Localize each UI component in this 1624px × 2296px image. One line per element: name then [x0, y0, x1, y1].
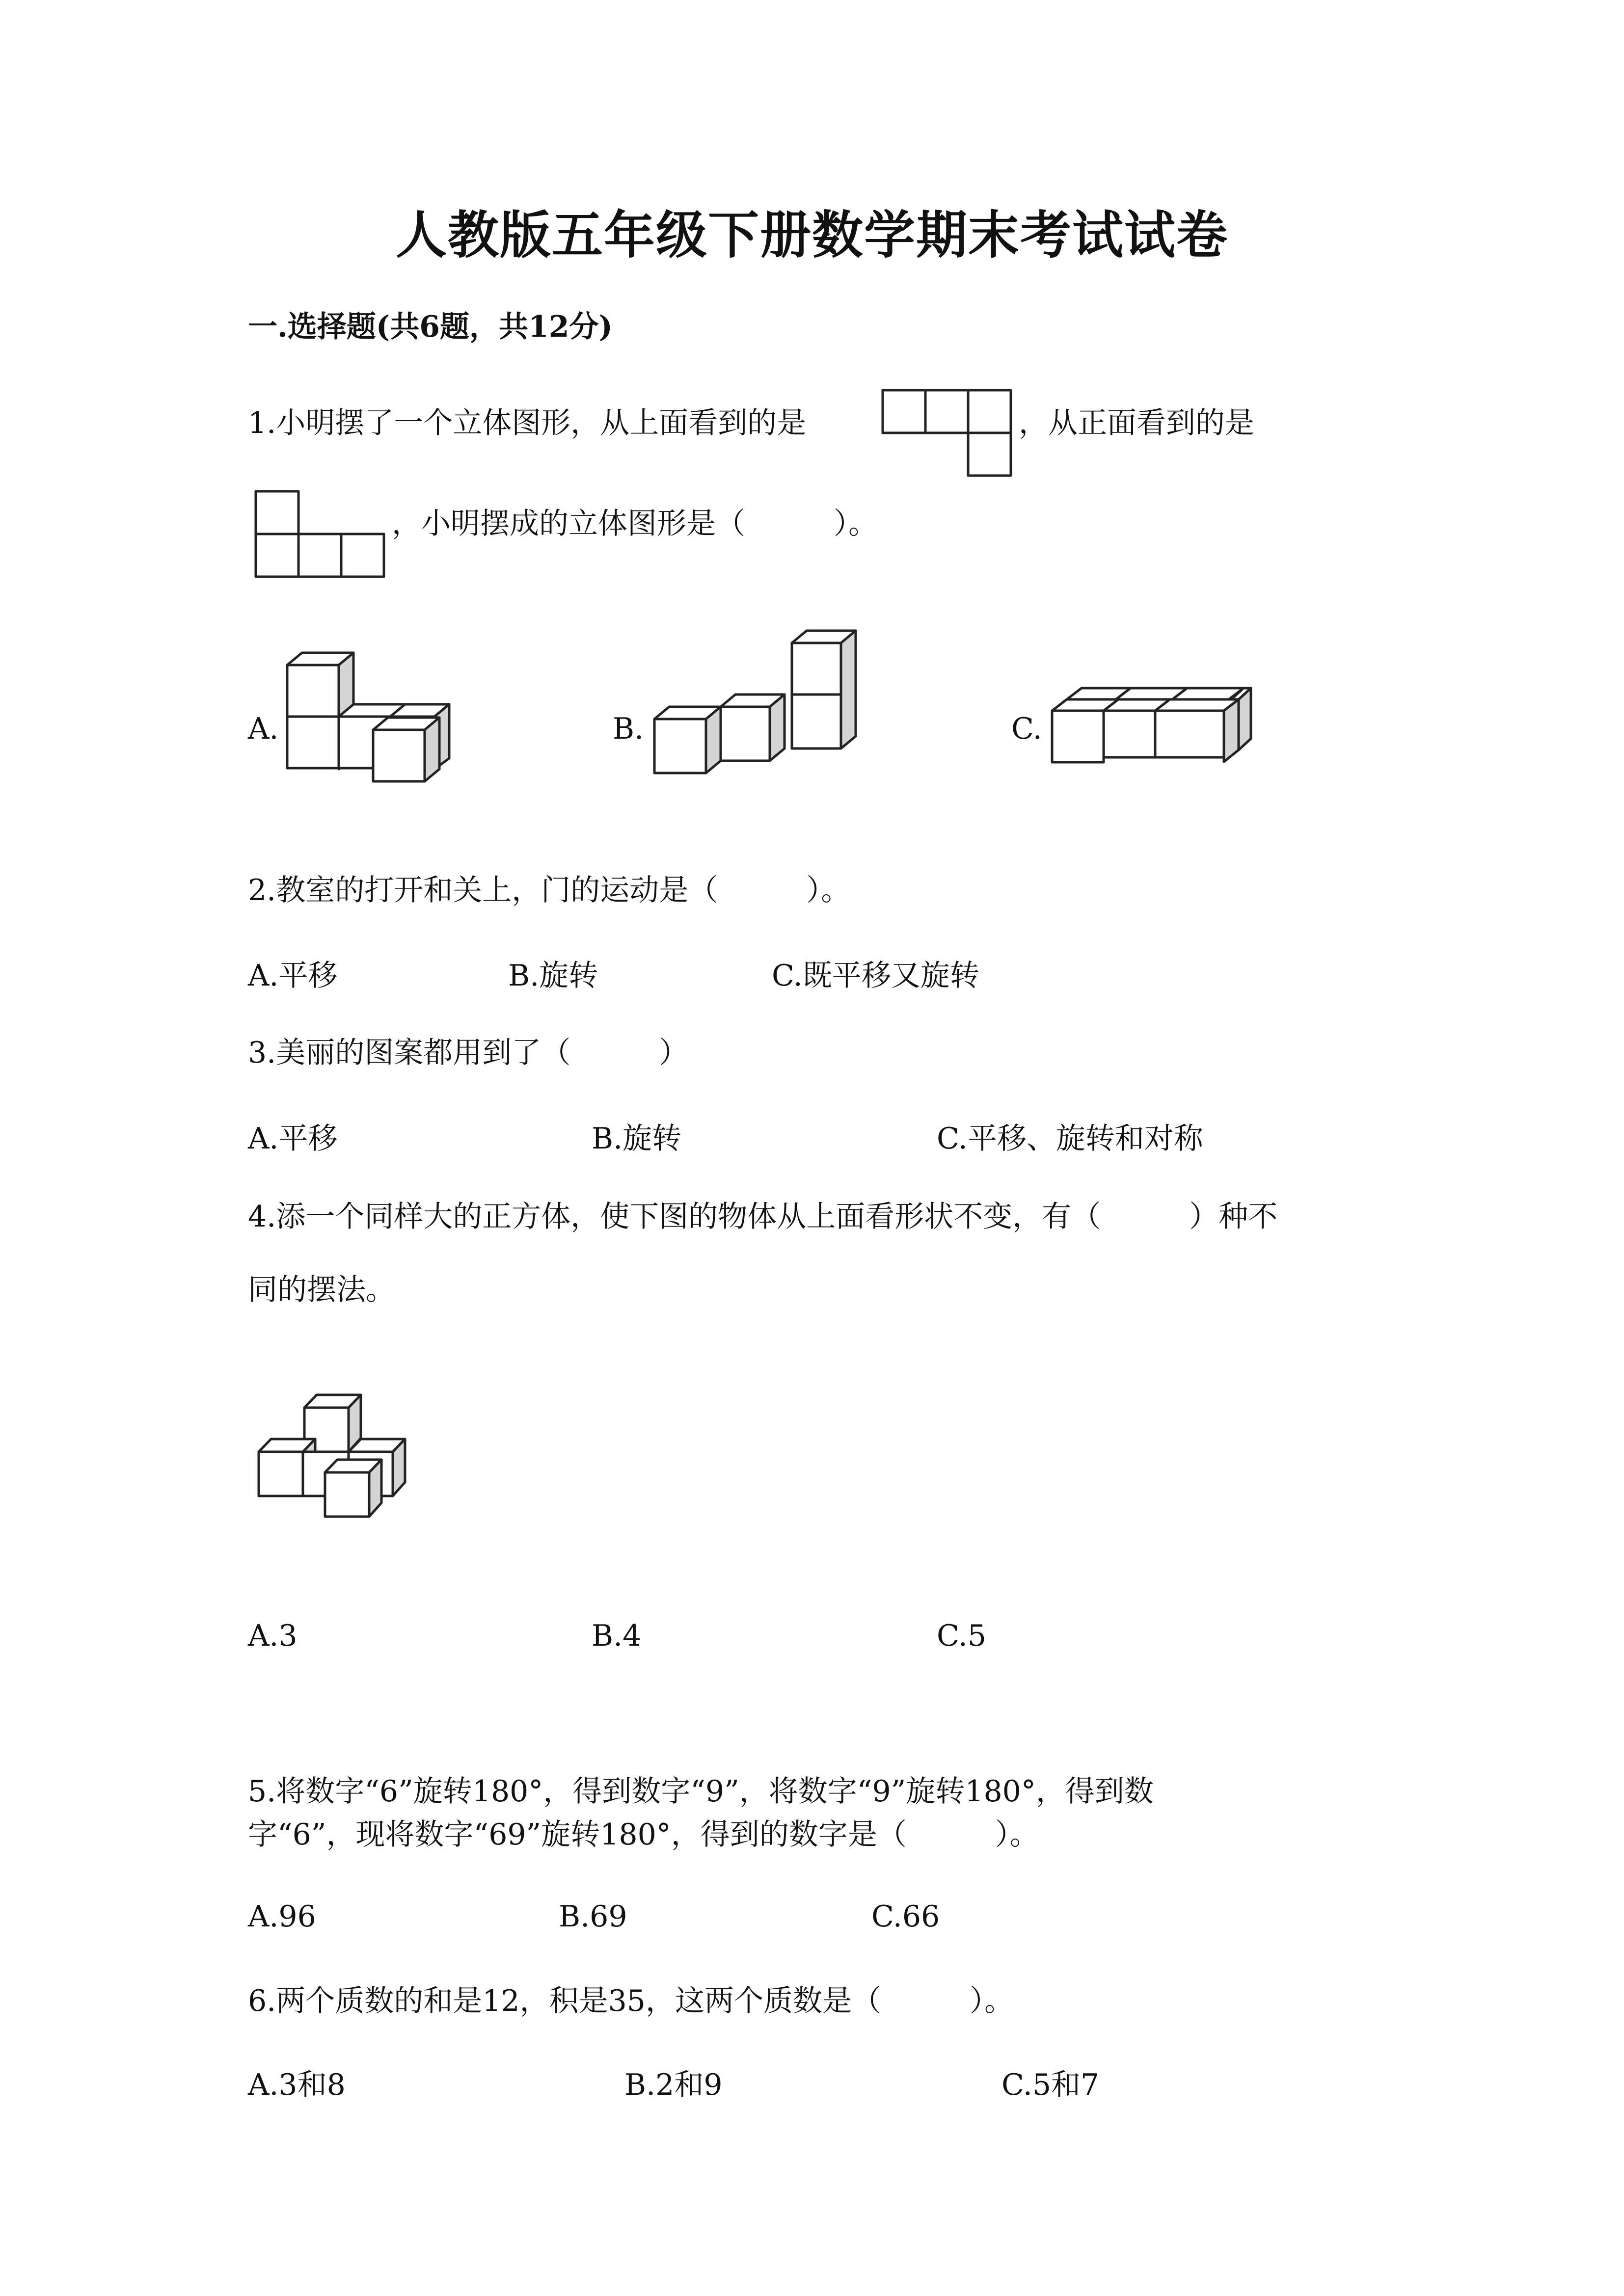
q2-option-c[interactable]: C.既平移又旋转: [772, 959, 979, 993]
q1-option-a[interactable]: A.: [248, 712, 279, 746]
q1-option-c-cubes: [1050, 677, 1266, 785]
q3-option-a[interactable]: A.平移: [248, 1121, 338, 1156]
q2-option-a[interactable]: A.平移: [248, 959, 338, 993]
page-title: 人教版五年级下册数学期末考试试卷: [395, 205, 1228, 265]
q3-option-c[interactable]: C.平移、旋转和对称: [937, 1121, 1203, 1156]
q3-option-b[interactable]: B.旋转: [592, 1121, 682, 1156]
question-6-text: 6.两个质数的和是12，积是35，这两个质数是（ ）。: [248, 1984, 1014, 2018]
q6-option-b[interactable]: B.2和9: [624, 2068, 723, 2102]
question-4-text-b: 同的摆法。: [248, 1273, 395, 1307]
q4-cubes-figure: [256, 1389, 423, 1531]
section-heading: 一.选择题(共6题，共12分): [248, 310, 613, 344]
q5-option-a[interactable]: A.96: [248, 1899, 316, 1934]
q4-option-c[interactable]: C.5: [937, 1619, 987, 1653]
q1-option-b[interactable]: B.: [613, 712, 644, 746]
q5-option-b[interactable]: B.69: [559, 1899, 627, 1934]
question-3-text: 3.美丽的图案都用到了（ ）: [248, 1036, 689, 1070]
question-1-text-b: ，从正面看到的是: [1019, 406, 1254, 440]
q2-option-b[interactable]: B.旋转: [508, 959, 598, 993]
q1-top-view-figure: [881, 389, 1014, 480]
q1-option-c[interactable]: C.: [1011, 712, 1042, 746]
q4-option-b[interactable]: B.4: [592, 1619, 642, 1653]
q6-option-c[interactable]: C.5和7: [1001, 2068, 1100, 2102]
q6-option-a[interactable]: A.3和8: [248, 2068, 346, 2102]
question-2-text: 2.教室的打开和关上，门的运动是（ ）。: [248, 873, 851, 908]
question-4-text-a: 4.添一个同样大的正方体，使下图的物体从上面看形状不变，有（ ）种不: [248, 1200, 1278, 1234]
question-1-text-a: 1.小明摆了一个立体图形，从上面看到的是: [248, 406, 807, 440]
q5-option-c[interactable]: C.66: [871, 1899, 940, 1934]
question-1-text-c: ，小明摆成的立体图形是（ ）。: [392, 507, 878, 541]
q1-front-view-figure: [254, 490, 387, 581]
q1-option-b-cubes: [652, 628, 868, 790]
q1-option-a-cubes: [285, 641, 471, 788]
question-5-text-b: 字“6”，现将数字“69”旋转180°，得到的数字是（ ）。: [248, 1817, 1039, 1852]
question-5-text-a: 5.将数字“6”旋转180°，得到数字“9”，将数字“9”旋转180°，得到数: [248, 1774, 1154, 1809]
q4-option-a[interactable]: A.3: [248, 1619, 298, 1653]
